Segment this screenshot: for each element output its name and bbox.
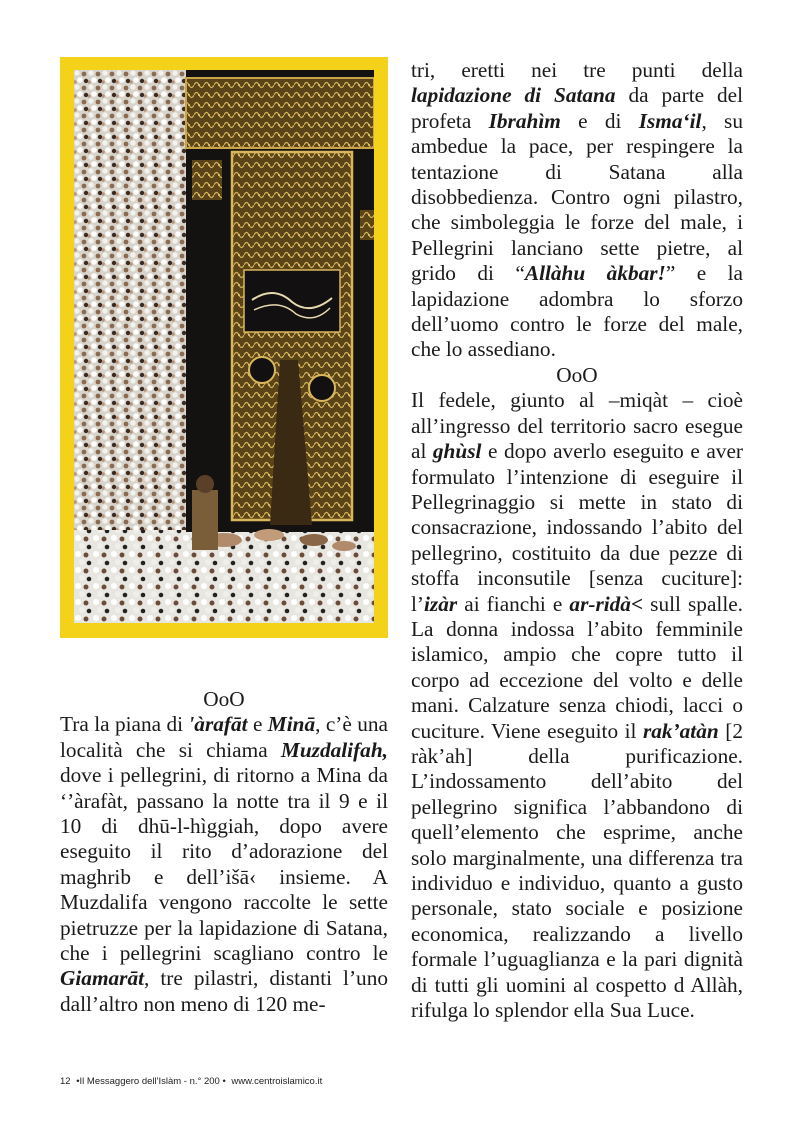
emphasis: Giamarāt	[60, 966, 145, 991]
left-text-column	[60, 687, 388, 1017]
text-run: , c’è una località che si chiama	[60, 712, 388, 762]
website-link[interactable]: www.centroislamico.it	[231, 1076, 323, 1087]
text-run: e di	[560, 108, 639, 133]
paragraph-lapidation	[411, 58, 743, 363]
text-run: tri, eretti nei tre punti della	[411, 58, 743, 82]
emphasis: ghùsl	[432, 439, 482, 464]
text-run: Il fedele, giunto al –miqàt – cioè all’ingresso del territorio sacro esegue al	[411, 388, 743, 464]
publication-name: •Il Messaggero dell'Islàm - n.° 200 •	[76, 1076, 226, 1087]
text-run: , tre pilastri, distanti l’uno dall’altro non meno di 120 me-	[60, 966, 388, 1016]
text-run: ai fianchi e	[457, 591, 570, 616]
emphasis: Allàhu àkbar!	[524, 261, 666, 286]
kaaba-photo	[74, 70, 374, 623]
emphasis: ar-ridà<	[569, 591, 644, 616]
emphasis: izàr	[424, 591, 458, 616]
kaaba-illustration	[74, 70, 374, 623]
emphasis: Muzdalifah,	[280, 737, 388, 762]
paragraph-muzdalifah	[60, 712, 388, 1017]
photo-frame	[60, 57, 388, 638]
text-run: e dopo averlo eseguito e aver formulato l’intenzione di eseguire il Pellegrinaggio si mette in stato di consacrazione, indossando l’abito del pellegrino, costituito da due pezze di stoffa inconsutile [senza cuciture]: l’	[411, 439, 743, 616]
emphasis: 'àrafāt	[188, 712, 248, 737]
text-run: dove i pellegrini, di ritorno a Mina da ‘’àrafàt, passano la notte tra il 9 e il 10 di dhū-l-hìggiah, dopo avere eseguito il rito d’adorazione del maghrib e dell’išā‹ insieme. A Muzdalifa vengono raccolte le sette pietruzze per la lapidazione di Satana, che i pellegrini scagliano contro le	[60, 763, 388, 966]
text-run: e	[247, 712, 268, 737]
emphasis: Minā	[267, 712, 316, 737]
section-separator: OoO	[203, 687, 245, 711]
paragraph-consecration	[411, 388, 743, 1023]
emphasis: lapidazione di Satana	[411, 83, 616, 108]
emphasis: Ibrahìm	[488, 108, 561, 133]
text-run: sull spalle. La donna indossa l’abito femminile islamico, ampio che copre tutto il corpo ad eccezione del volto e delle mani. Calzature senza chiodi, lacci o cuciture. Viene eseguito il	[411, 591, 744, 743]
right-text-column	[411, 58, 743, 1023]
emphasis: Isma‘il	[638, 108, 702, 133]
text-run: ” e la lapidazione adombra lo sforzo dell’uomo contro le forze del male, che lo assediano.	[411, 261, 743, 362]
text-run: , su ambedue la pace, per respingere la tentazione di Satana alla disobbedienza. Contro ogni pilastro, che simboleggia le forze del male, i Pellegrini lanciano sette pietre, al grido di “	[411, 108, 743, 286]
text-run: Tra la piana di	[60, 712, 189, 737]
section-separator: OoO	[556, 362, 598, 387]
page-number: 12	[60, 1076, 71, 1087]
emphasis: rak’atàn	[642, 718, 719, 743]
text-run: da parte del profeta	[411, 83, 744, 133]
text-run: [2 ràk’ah] della purificazione. L’indossamento dell’abito del pellegrino significa l’abbandono di quell’elemento che esprime, anche solo marginalmente, una differenza tra individuo e individuo, quanto a gusto personale, stato sociale e posizione economica, realizzando a livello formale l’uguaglianza e la pari dignità di tutti gli uomini al cospetto d Allàh, rifulga lo splendor ella Sua Luce.	[411, 718, 743, 1023]
page-footer	[60, 1076, 325, 1087]
